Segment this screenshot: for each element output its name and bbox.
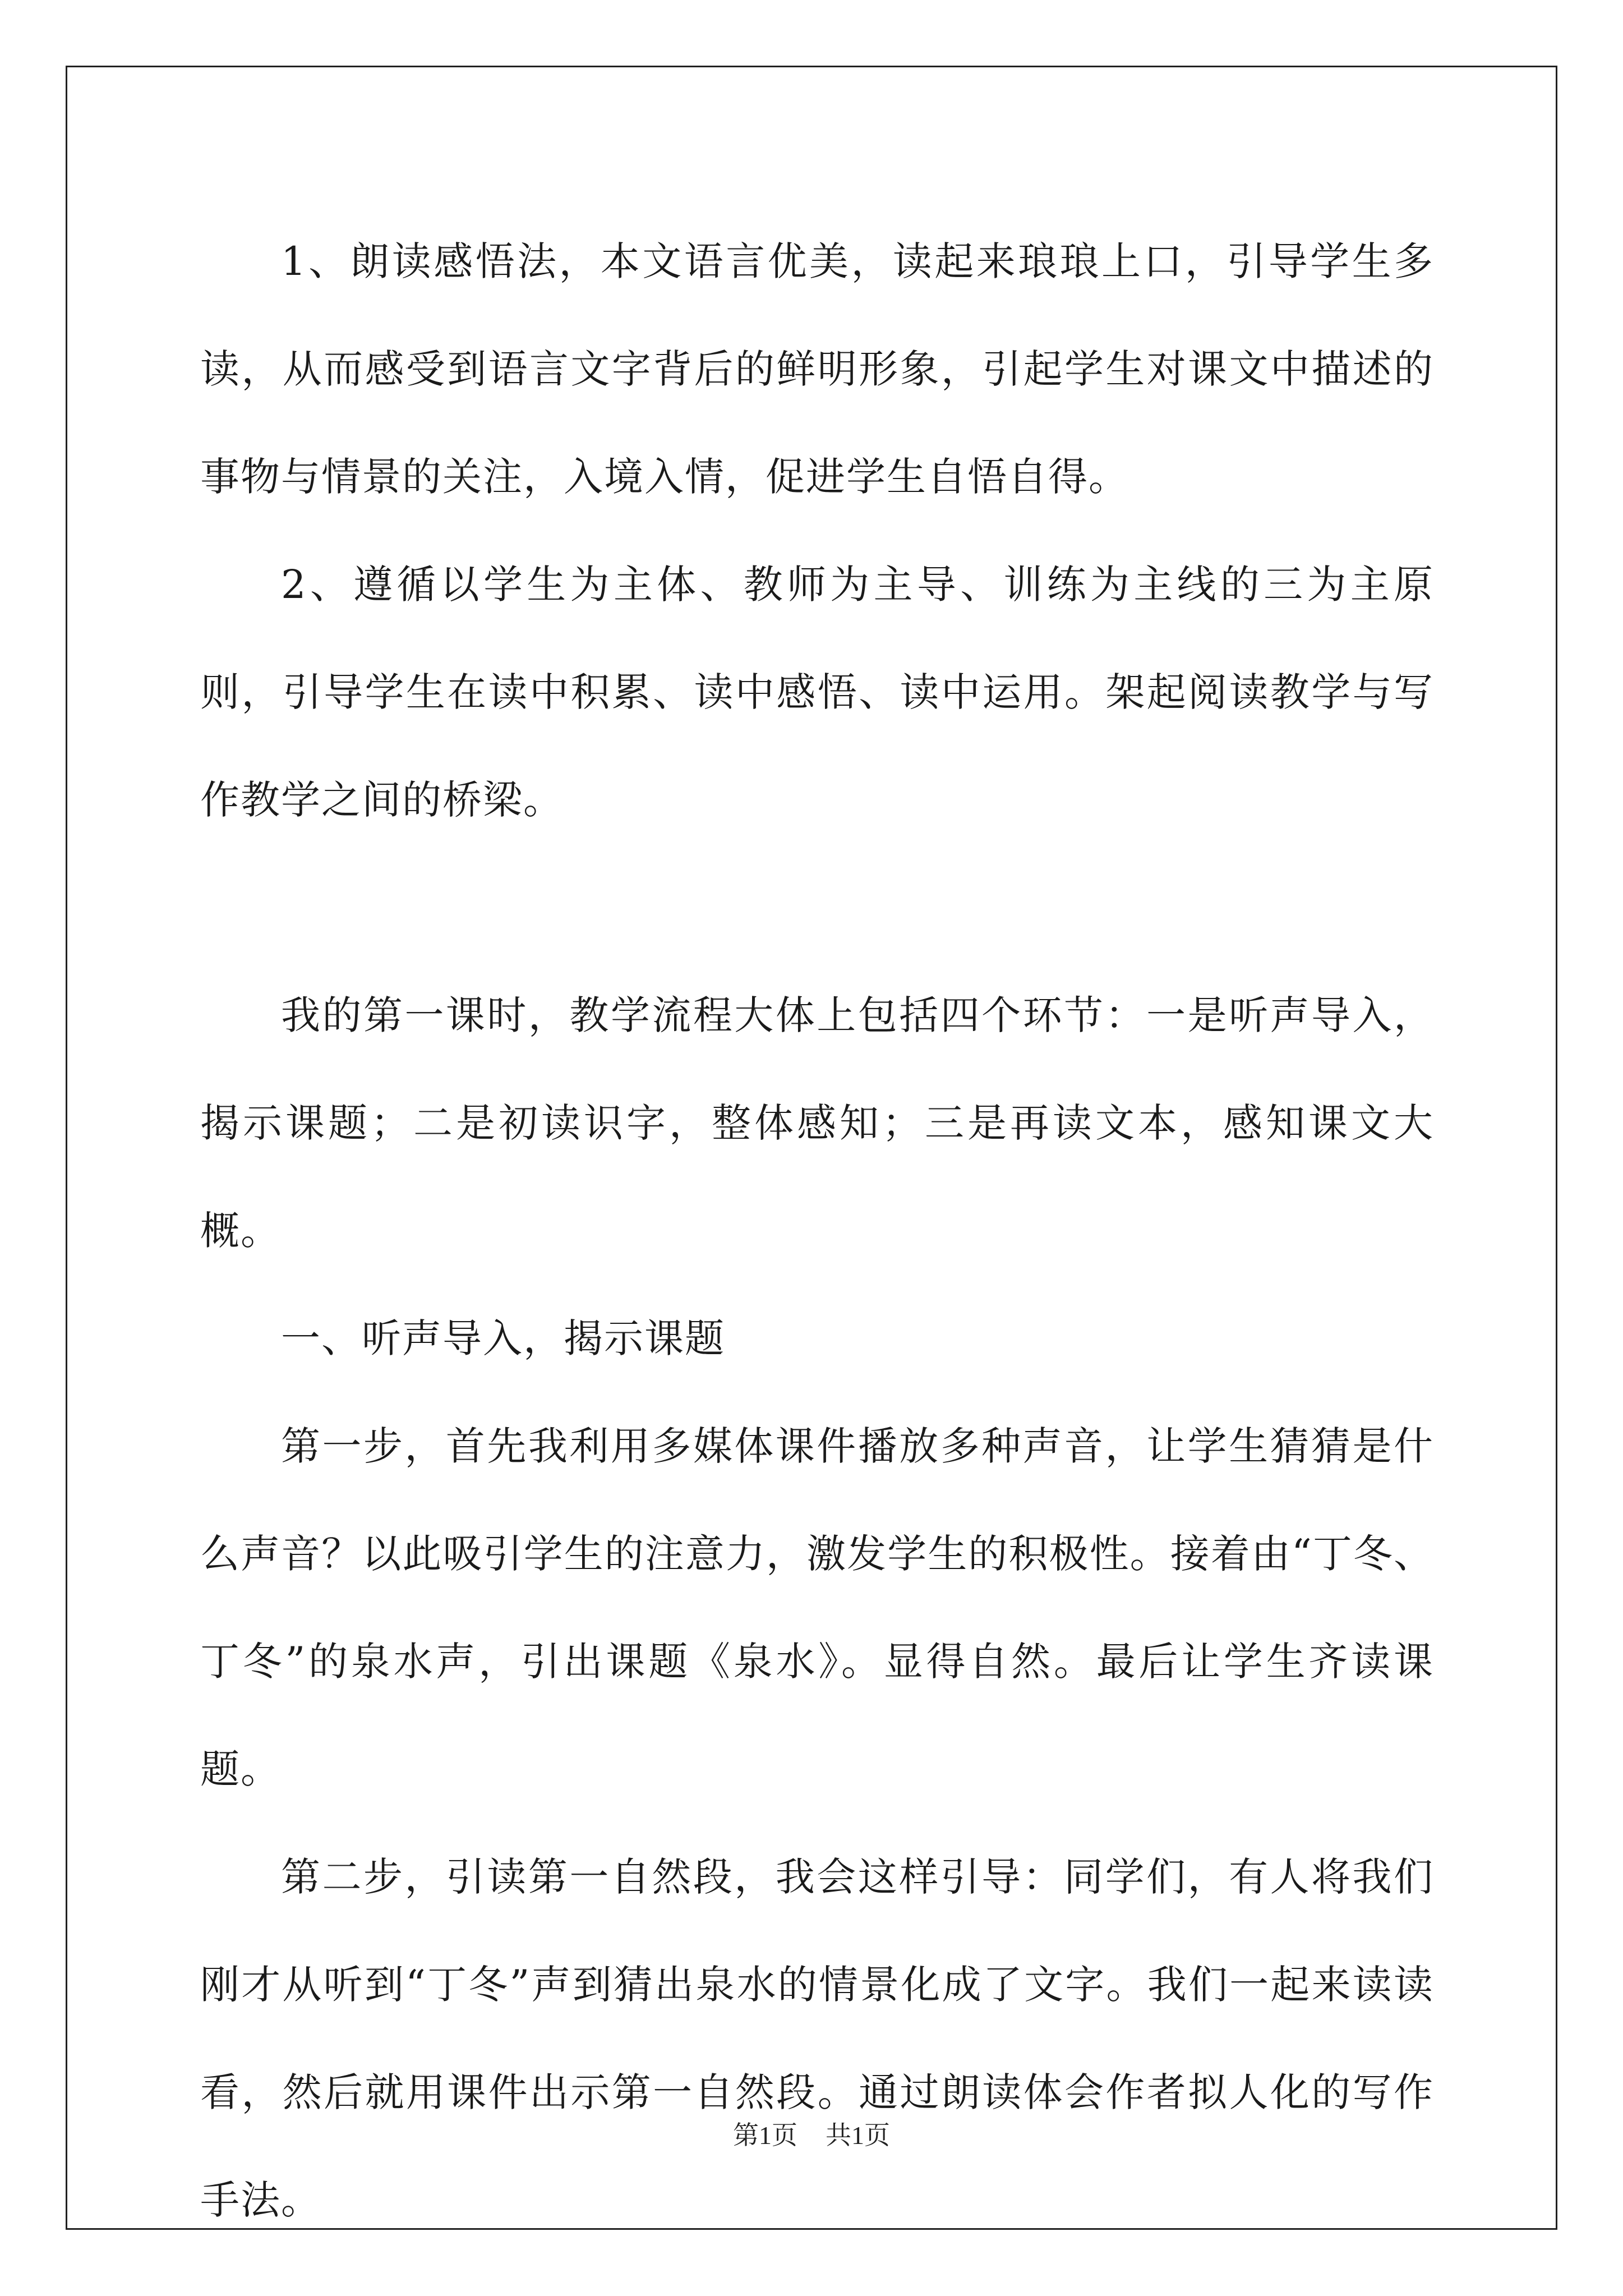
page-footer xyxy=(0,2115,1623,2152)
paragraph-method-principle: 2、遵循以学生为主体、教师为主导、训练为主线的三为主原则，引导学生在读中积累、读中感悟、读中运用。架起阅读教学与写作教学之间的桥梁。 xyxy=(200,562,1434,823)
paragraph-method-reading: 1、朗读感悟法，本文语言优美，读起来琅琅上口，引导学生多读，从而感受到语言文字背后的鲜明形象，引起学生对课文中描述的事物与情景的关注，入境入情，促进学生自悟自得。 xyxy=(200,238,1434,500)
paragraph-step-one: 第一步，首先我利用多媒体课件播放多种声音，让学生猜猜是什么声音？以此吸引学生的注意力，激发学生的积极性。接着由“丁冬、丁冬”的泉水声，引出课题《泉水》。显得自然。最后让学生齐读课题。 xyxy=(200,1423,1434,1792)
paragraph-lesson-flow: 我的第一课时，教学流程大体上包括四个环节：一是听声导入，揭示课题；二是初读识字，整体感知；三是再读文本，感知课文大概。 xyxy=(200,992,1434,1254)
document-body xyxy=(200,208,1434,2254)
paragraph-spacer xyxy=(200,854,1434,961)
paragraph-step-two: 第二步，引读第一自然段，我会这样引导：同学们，有人将我们刚才从听到“丁冬”声到猜出泉水的情景化成了文字。我们一起来读读看，然后就用课件出示第一自然段。通过朗读体会作者拟人化的写作手法。 xyxy=(200,1854,1434,2223)
section-heading: 一、听声导入，揭示课题 xyxy=(281,1315,725,1361)
page-total: 共1页 xyxy=(826,2121,890,2150)
page-number: 第1页 xyxy=(733,2121,797,2150)
